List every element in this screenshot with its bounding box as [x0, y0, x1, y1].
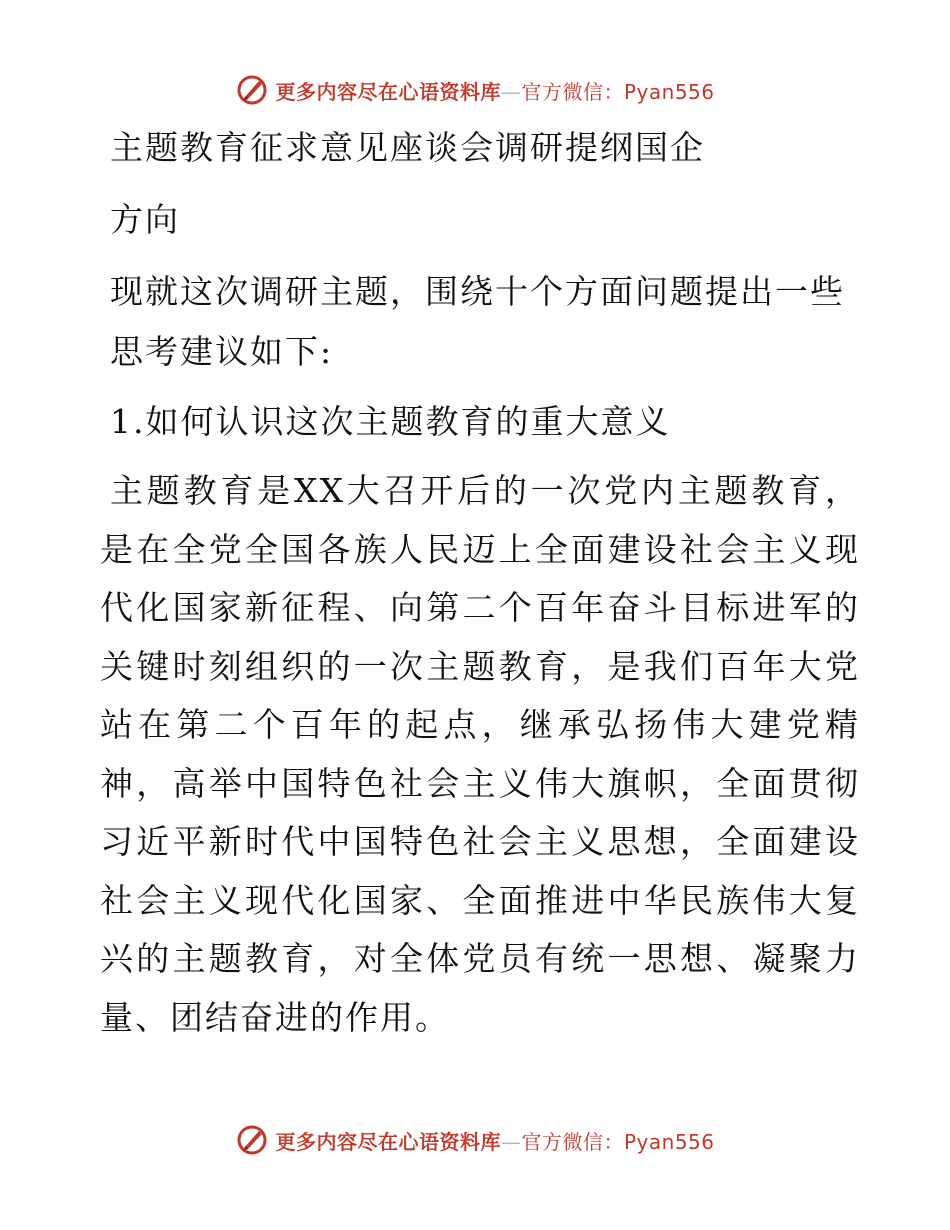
- document-title-line-2: 方向: [110, 200, 180, 239]
- watermark-wechat-id: Pyan556: [623, 79, 715, 104]
- watermark-separator: —: [500, 79, 522, 104]
- watermark-wechat-label: 官方微信：: [521, 79, 624, 104]
- footer-watermark: [0, 1120, 950, 1160]
- quill-pen-logo-icon: [235, 73, 269, 107]
- watermark-wechat-label: 官方微信：: [521, 1129, 624, 1154]
- intro-paragraph: 现就这次调研主题，围绕十个方面问题提出一些思考建议如下:: [110, 272, 845, 371]
- watermark-separator: —: [500, 1129, 522, 1154]
- watermark-main-text: 更多内容尽在心语资料库: [275, 1129, 501, 1154]
- section-heading-1: 1.如何认识这次主题教育的重大意义: [110, 402, 671, 441]
- document-body: [100, 118, 860, 1047]
- header-watermark: [0, 70, 950, 110]
- quill-pen-logo-icon: [235, 1123, 269, 1157]
- document-title-line-1: 主题教育征求意见座谈会调研提纲国企: [110, 128, 705, 167]
- section-body-1: 主题教育是XX大召开后的一次党内主题教育，是在全党全国各族人民迈上全面建设社会主义现代化国家新征程、向第二个百年奋斗目标进军的关键时刻组织的一次主题教育，是我们百年大党站在第二个百年的起点，继承弘扬伟大建党精神，高举中国特色社会主义伟大旗帜，全面贯彻习近平新时代中国特色社会主义思想，全面建设社会主义现代化国家、全面推进中华民族伟大复兴的主题教育，对全体党员有统一思想、凝聚力量、团结奋进的作用。: [100, 471, 860, 1037]
- watermark-main-text: 更多内容尽在心语资料库: [275, 79, 501, 104]
- watermark-wechat-id: Pyan556: [623, 1129, 715, 1154]
